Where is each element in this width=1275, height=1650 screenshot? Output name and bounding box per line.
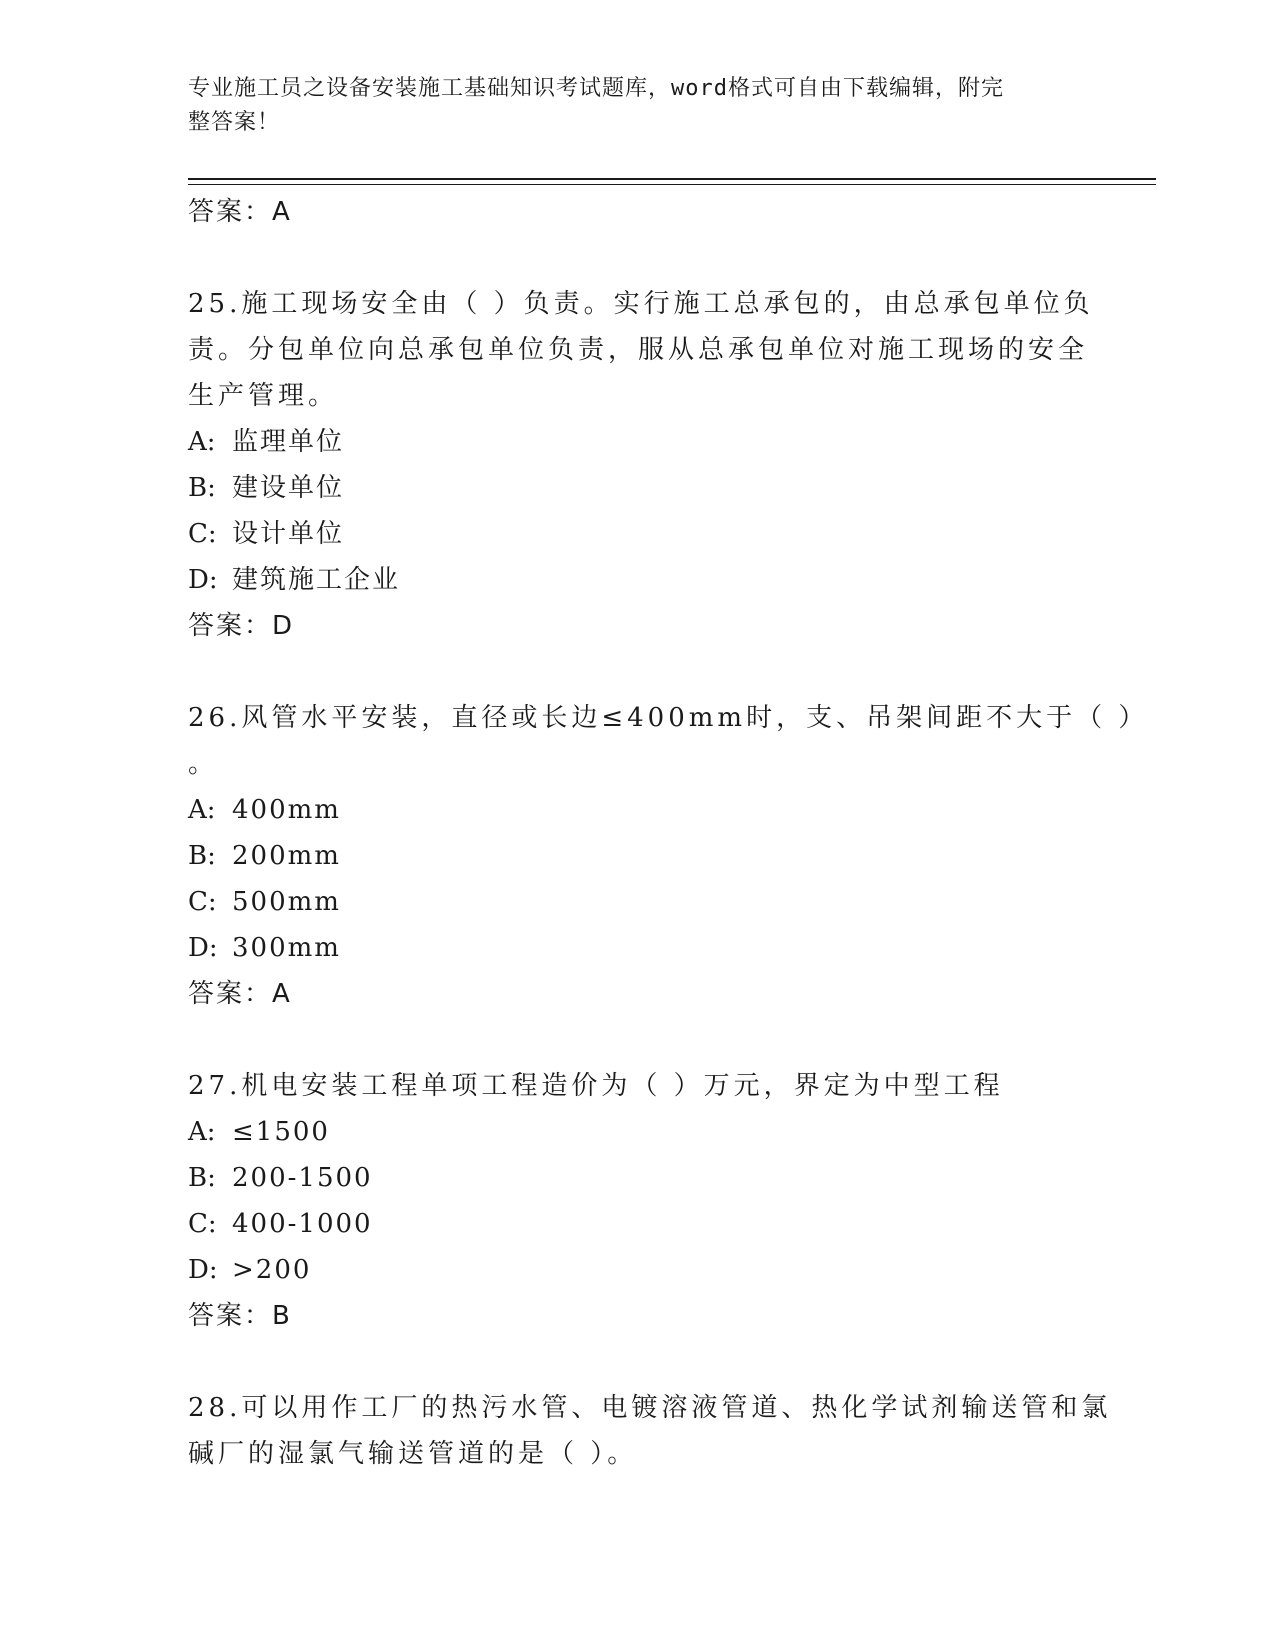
option-b [188,465,1088,511]
option-text: 建筑施工企业 [232,565,401,595]
option-a [188,787,1088,833]
option-key: D: [188,1255,218,1285]
question-text: 26.风管水平安装，直径或长边≤400mm时，支、吊架间距不大于（ ） [188,703,1149,733]
spacer [188,235,1088,281]
question-27 [188,1063,1088,1339]
option-key: B: [188,1163,216,1193]
option-text: 400mm [232,795,341,825]
option-key: B: [188,473,216,503]
document-header [188,72,1068,140]
option-text: >200 [232,1255,312,1285]
option-key: D: [188,933,218,963]
question-28 [188,1385,1112,1477]
option-a [188,1109,1088,1155]
answer: 答案：A [188,979,292,1009]
option-key: C: [188,519,217,549]
option-b [188,833,1088,879]
option-a [188,419,1088,465]
option-text: 设计单位 [232,519,345,549]
option-text: 500mm [232,887,341,917]
option-c [188,1201,1088,1247]
question-25 [188,281,1094,649]
option-key: C: [188,1209,217,1239]
option-c [188,879,1088,925]
option-text: 建设单位 [232,473,345,503]
option-text: ≤1500 [232,1117,330,1147]
question-text: 28.可以用作工厂的热污水管、电镀溶液管道、热化学试剂输送管和氯 [188,1393,1112,1423]
previous-answer: 答案：A [188,197,292,227]
question-text: 碱厂的湿氯气输送管道的是（ ）。 [188,1439,638,1469]
question-text: 责。分包单位向总承包单位负责，服从总承包单位对施工现场的安全 [188,335,1089,365]
option-d [188,925,1088,971]
question-text: 生产管理。 [188,381,339,411]
answer: 答案：D [188,611,295,641]
option-b [188,1155,1088,1201]
option-key: D: [188,565,218,595]
spacer [188,649,1088,695]
option-key: A: [188,795,216,825]
question-26 [188,695,1149,1017]
header-divider-thick [188,178,1156,180]
header-divider-thin [188,184,1156,185]
option-key: C: [188,887,217,917]
option-c [188,511,1088,557]
question-text: 27.机电安装工程单项工程造价为（ ）万元，界定为中型工程 [188,1071,1004,1101]
question-text: 25.施工现场安全由（ ）负责。实行施工总承包的，由总承包单位负 [188,289,1094,319]
option-key: B: [188,841,216,871]
option-key: A: [188,427,216,457]
question-list [188,189,1149,1477]
header-line-1: 专业施工员之设备安装施工基础知识考试题库，word格式可自由下载编辑，附完 [188,76,1004,101]
header-line-2: 整答案！ [188,110,281,135]
option-text: 300mm [232,933,341,963]
option-text: 200-1500 [232,1163,373,1193]
option-text: 监理单位 [232,427,345,457]
option-key: A: [188,1117,216,1147]
question-text: 。 [188,749,219,779]
option-text: 200mm [232,841,341,871]
spacer [188,1339,1088,1385]
option-text: 400-1000 [232,1209,373,1239]
answer: 答案：B [188,1301,292,1331]
spacer [188,1017,1088,1063]
option-d [188,1247,1088,1293]
option-d [188,557,1088,603]
